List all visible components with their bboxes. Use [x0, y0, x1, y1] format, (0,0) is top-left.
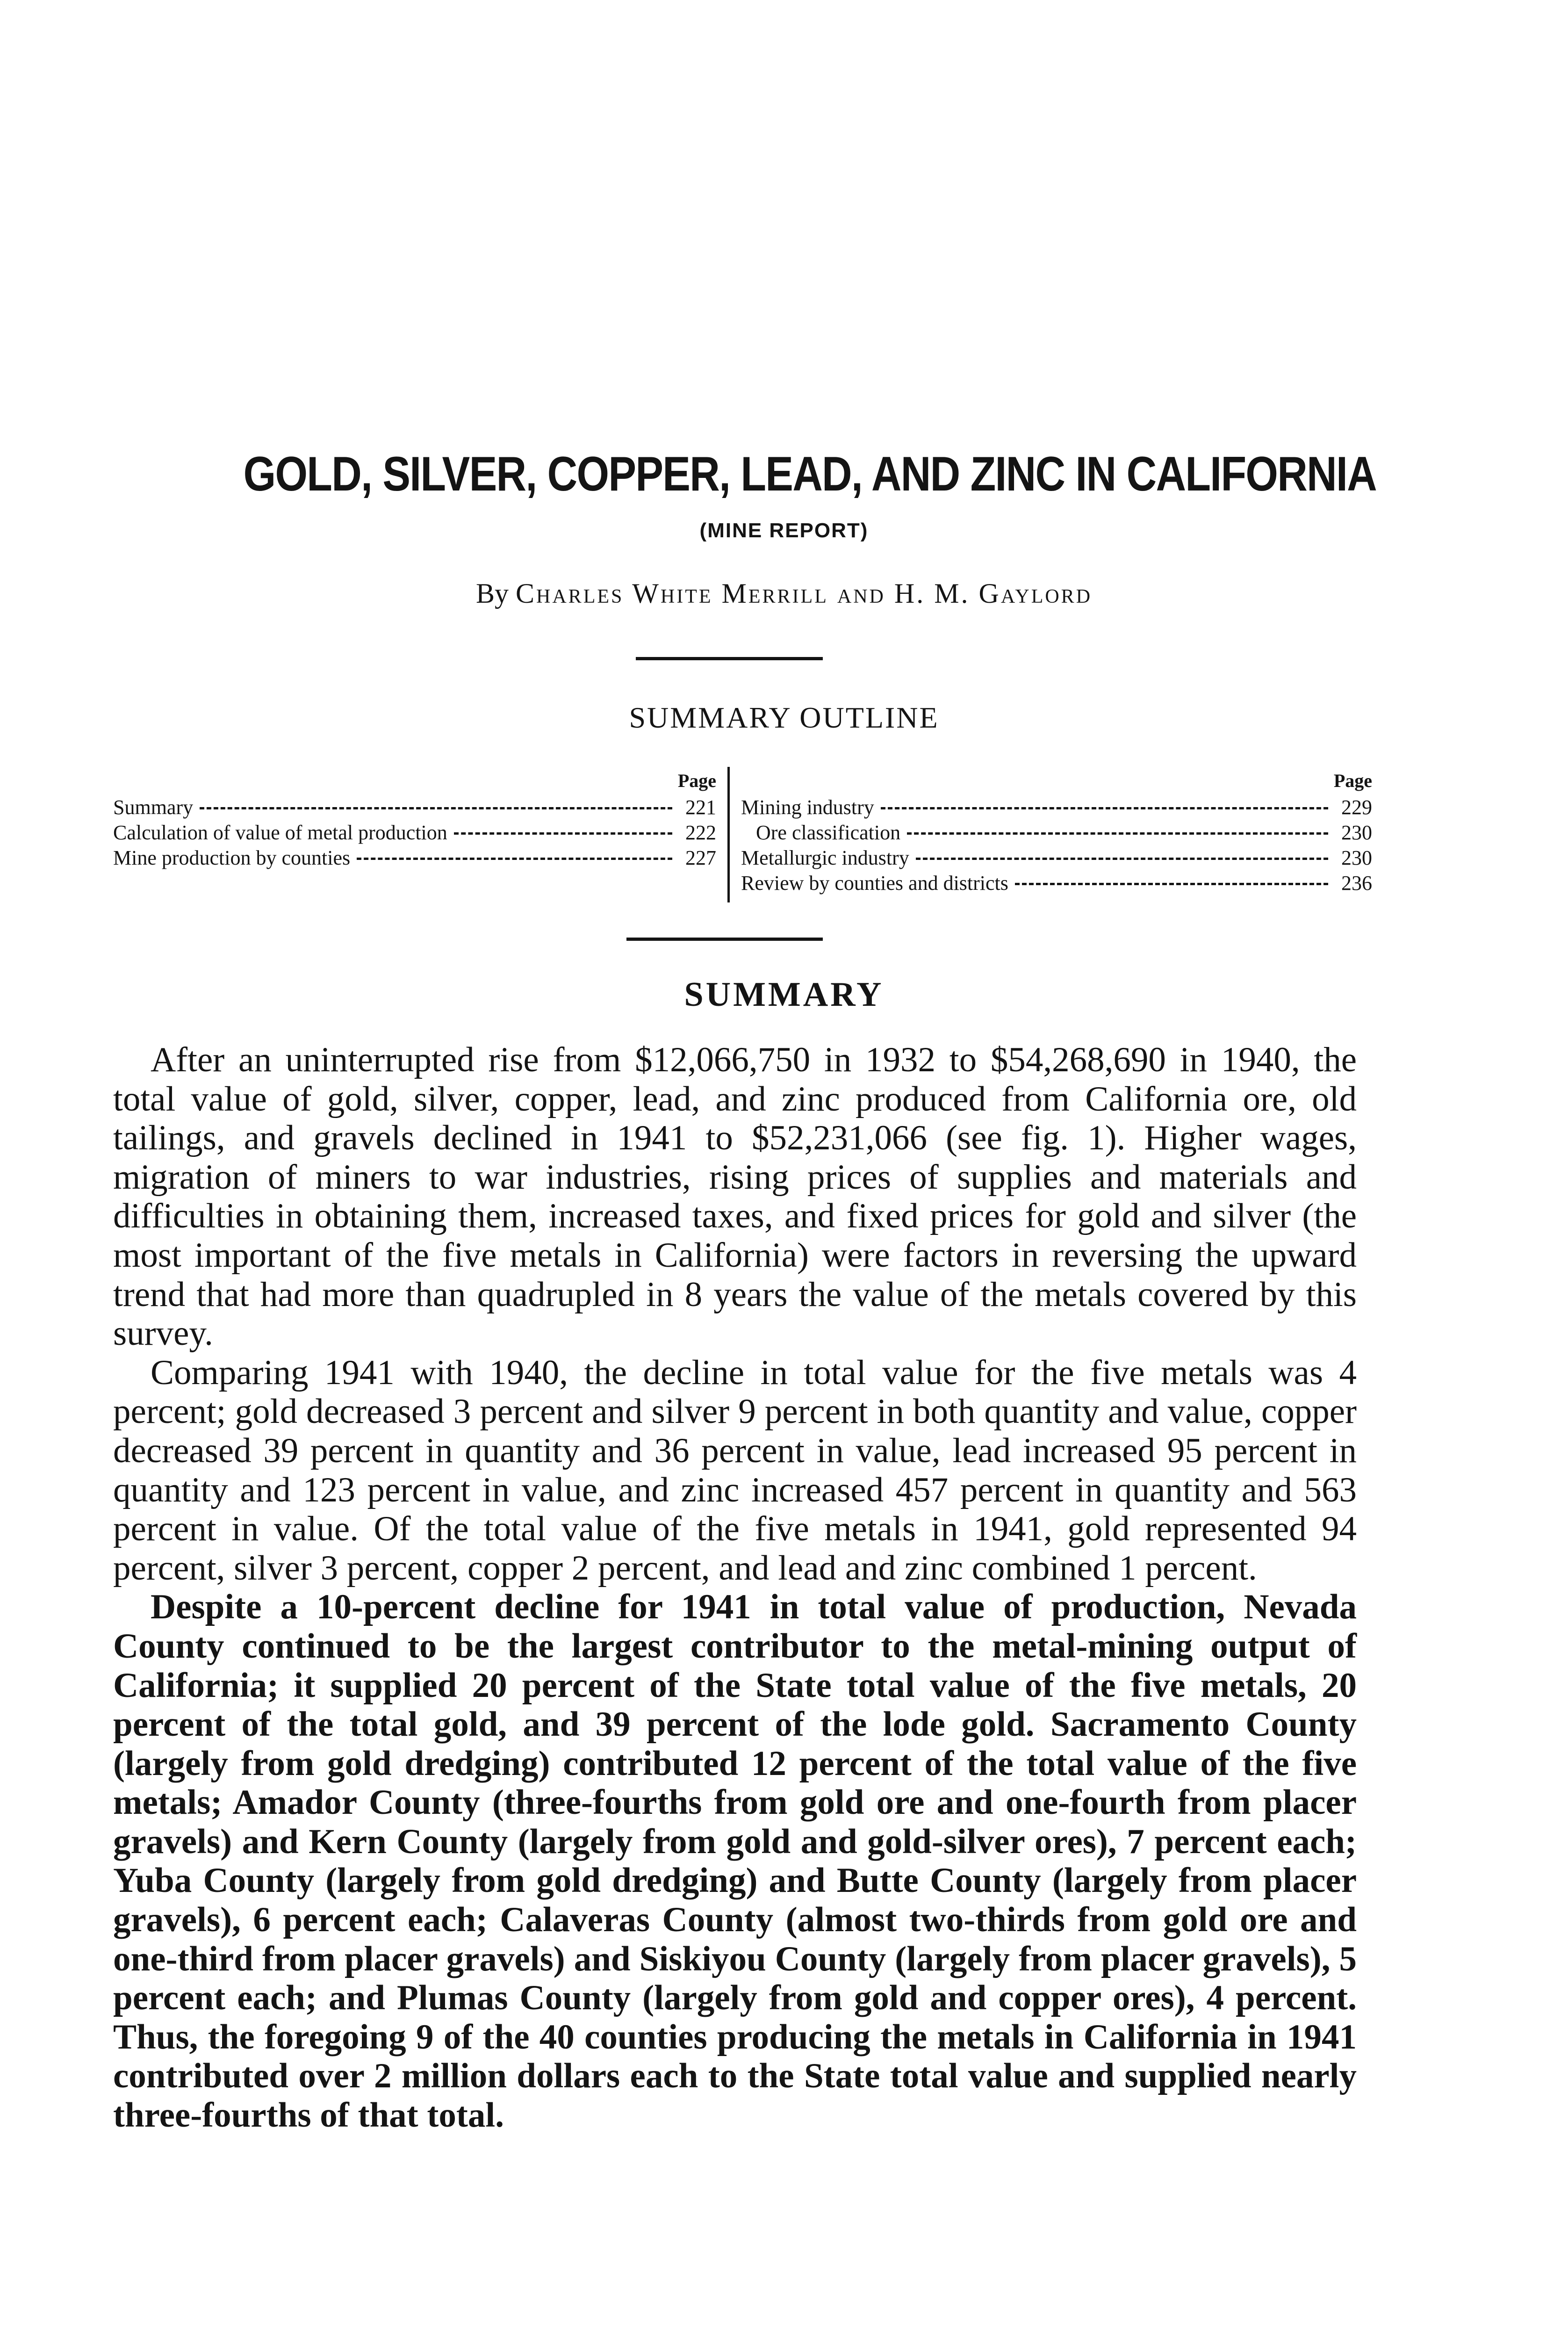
outline-entry[interactable] [741, 795, 1372, 820]
summary-body [113, 1040, 1357, 2135]
leader-dots [357, 858, 672, 860]
outline-right-column [741, 767, 1372, 896]
divider-rule [626, 938, 823, 941]
outline-entry-page: 221 [685, 796, 716, 819]
outline-entry-page: 230 [1341, 846, 1372, 869]
leader-dots [881, 807, 1328, 809]
outline-entry-label: Metallurgic industry [741, 846, 909, 869]
report-title: GOLD, SILVER, COPPER, LEAD, AND ZINC IN CALIFORNIA [243, 447, 1376, 501]
outline-heading: SUMMARY OUTLINE [629, 701, 939, 734]
body-paragraph: After an uninterrupted rise from $12,066,750 in 1932 to $54,268,690 in 1940, the total value of gold, silver, copper, lead, and zinc produced from California ore, old tailings, and gravels declined in 1941 to $52,231,066 (see fig. 1). Higher wages, migration of miners to war industries, rising prices of supplies and materials and difficulties in obtaining them, increased taxes, and fixed prices for gold and silver (the most important of the five metals in California) were factors in reversing the upward trend that had more than quadrupled in 8 years the value of the metals covered by this survey. [113, 1040, 1357, 1353]
summary-heading: SUMMARY [684, 975, 884, 1014]
outline-entry-page: 227 [685, 846, 716, 869]
leader-dots [200, 807, 672, 809]
byline [0, 577, 1568, 610]
outline-entry-label: Calculation of value of metal production [113, 821, 447, 844]
outline-entry[interactable] [113, 845, 716, 871]
byline-and: and [828, 578, 894, 609]
body-paragraph: Comparing 1941 with 1940, the decline in total value for the five metals was 4 percent; gold decreased 3 percent and silver 9 percent in both quantity and value, copper decreased 39 percent in quantity and 36 percent in value, lead increased 95 percent in quantity and 123 percent in value, and zinc increased 457 percent in quantity and 563 percent in value. Of the total value of the five metals in 1941, gold represented 94 percent, silver 3 percent, copper 2 percent, and lead and zinc combined 1 percent. [113, 1353, 1357, 1588]
outline-left-column [113, 767, 716, 871]
report-subtitle: (MINE REPORT) [699, 519, 869, 542]
outline-column-divider [727, 767, 730, 902]
page-column-label: Page [677, 770, 716, 791]
outline-entry[interactable] [741, 845, 1372, 871]
outline-entry-page: 236 [1341, 872, 1372, 895]
outline-entry-label: Ore classification [756, 821, 901, 844]
byline-prefix: By [475, 578, 516, 609]
outline-entry[interactable] [741, 820, 1372, 845]
outline-entry[interactable] [113, 820, 716, 845]
body-paragraph: Despite a 10-percent decline for 1941 in total value of production, Nevada County continued to be the largest contributor to the metal-mining output of California; it supplied 20 percent of the State total value of the five metals, 20 percent of the total gold, and 39 percent of the lode gold. Sacramento County (largely from gold dredging) contributed 12 percent of the total value of the five metals; Amador County (three-fourths from gold ore and one-fourth from placer gravels) and Kern County (largely from gold and gold-silver ores), 7 percent each; Yuba County (largely from gold dredging) and Butte County (largely from placer gravels), 6 percent each; Calaveras County (almost two-thirds from gold ore and one-third from placer gravels) and Siskiyou County (largely from placer gravels), 5 percent each; and Plumas County (largely from gold and copper ores), 4 percent. Thus, the foregoing 9 of the 40 counties producing the metals in California in 1941 contributed over 2 million dollars each to the State total value and supplied nearly three-fourths of that total. [113, 1588, 1357, 2135]
outline-entry[interactable] [741, 871, 1372, 896]
author-name-1: Charles White Merrill [516, 578, 828, 609]
leader-dots [916, 858, 1328, 860]
outline-entry[interactable] [113, 795, 716, 820]
outline-entry-page: 229 [1341, 796, 1372, 819]
outline-entry-page: 230 [1341, 821, 1372, 844]
divider-rule [636, 657, 823, 660]
outline-entry-page: 222 [685, 821, 716, 844]
leader-dots [907, 832, 1328, 835]
page-column-label: Page [1333, 770, 1372, 791]
outline-entry-label: Mining industry [741, 796, 874, 819]
outline-entry-label: Mine production by counties [113, 846, 351, 869]
leader-dots [1015, 883, 1328, 885]
outline-entry-label: Summary [113, 796, 194, 819]
author-name-2: H. M. Gaylord [894, 578, 1093, 609]
outline-entry-label: Review by counties and districts [741, 872, 1008, 895]
leader-dots [454, 832, 672, 835]
